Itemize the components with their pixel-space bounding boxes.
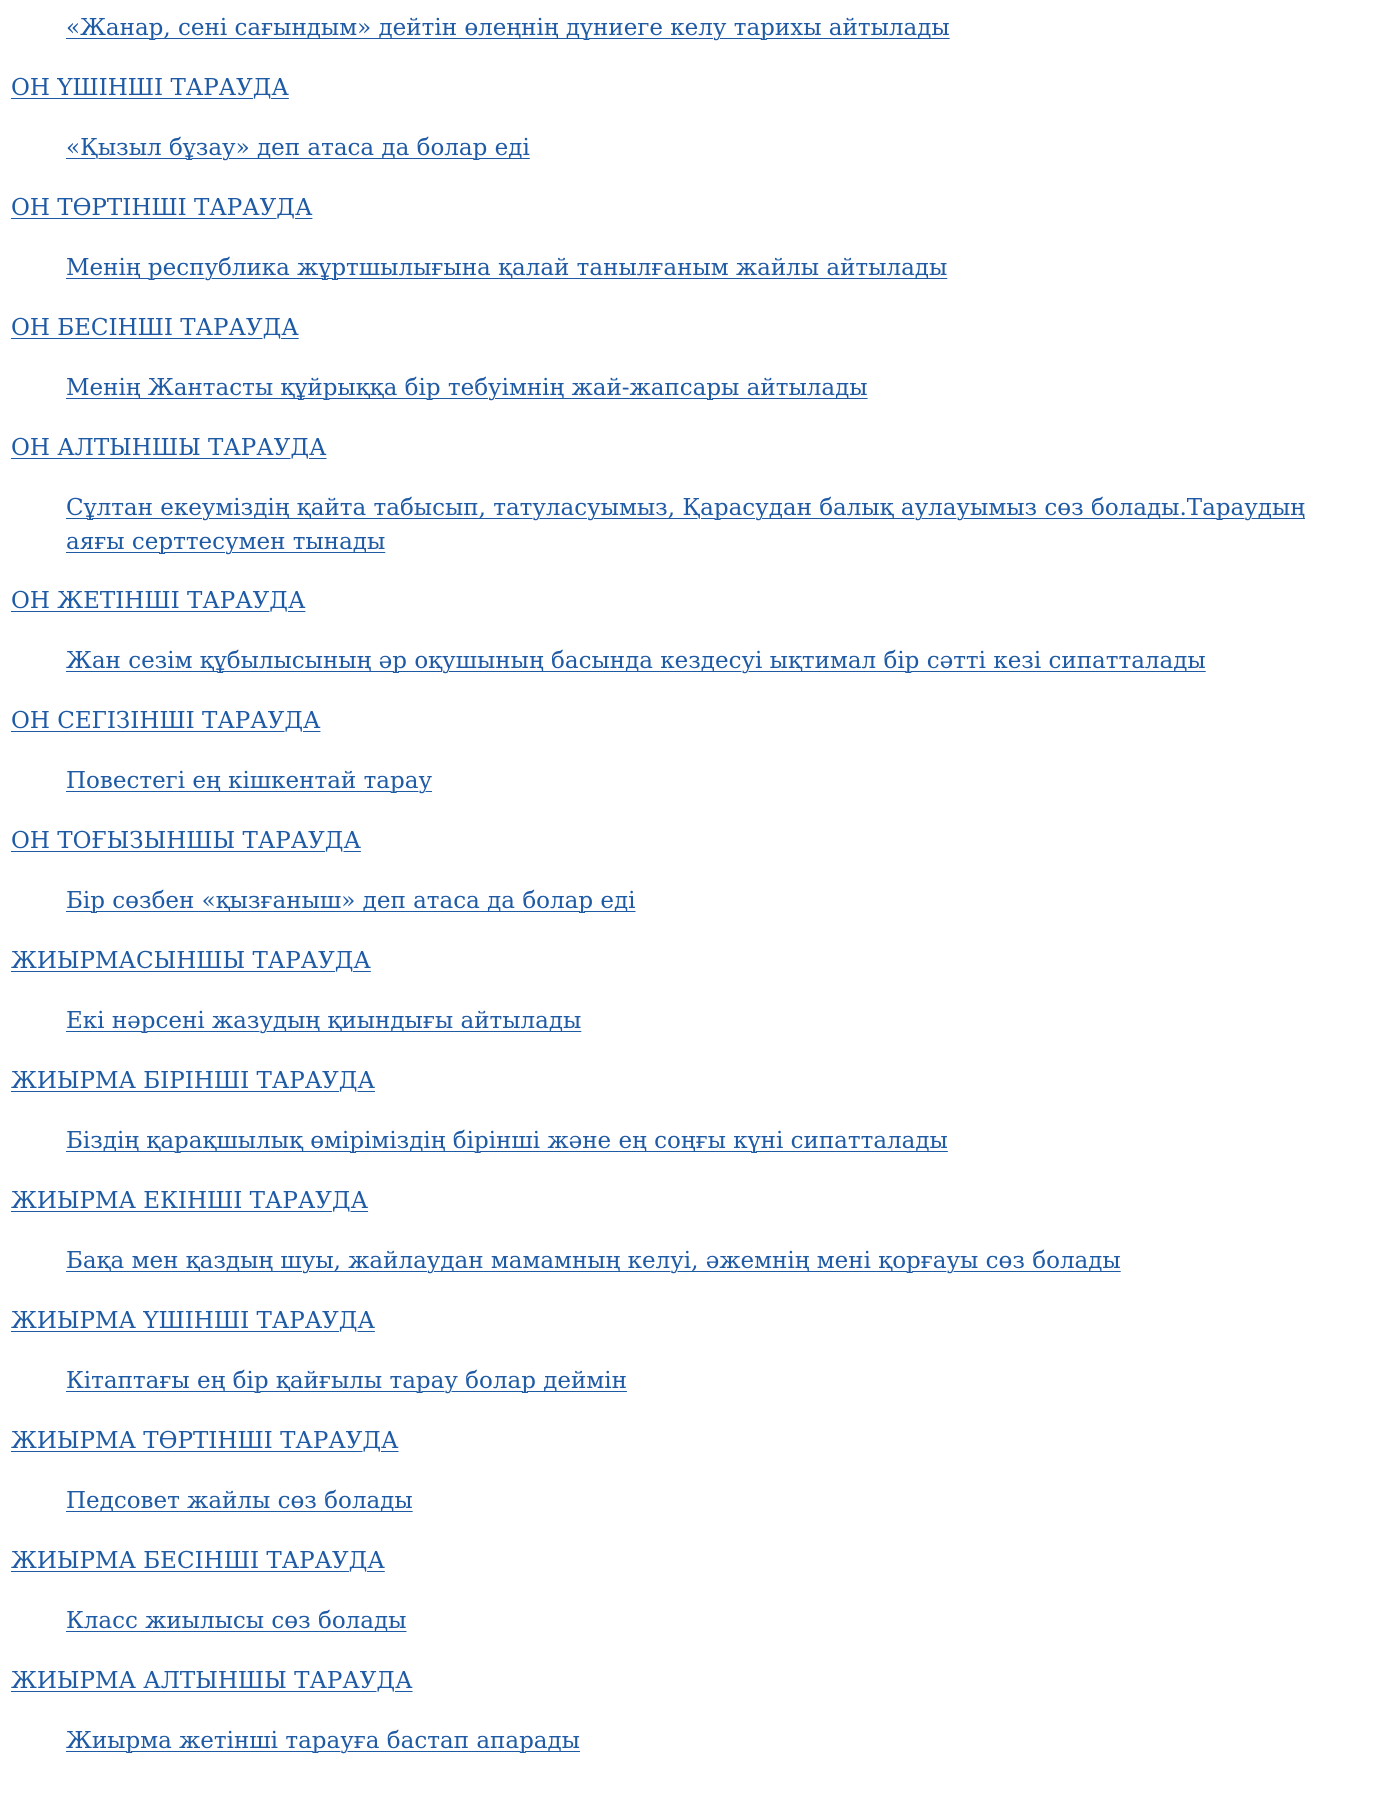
toc-chapter-link[interactable]: ОН БЕСІНШІ ТАРАУДА <box>11 315 299 341</box>
toc-chapter-link[interactable]: ЖИЫРМА АЛТЫНШЫ ТАРАУДА <box>11 1668 413 1694</box>
toc-chapter-link[interactable]: ЖИЫРМА БІРІНШІ ТАРАУДА <box>11 1068 375 1094</box>
toc-summary-link[interactable]: «Жанар, сені сағындым» дейтін өлеңнің дүниеге келу тарихы айтылады <box>66 15 950 41</box>
toc-summary-link[interactable]: Менің Жантасты құйрыққа бір тебуімнің жай-жапсары айтылады <box>66 375 868 401</box>
toc-chapter-link[interactable]: ЖИЫРМА ҮШІНШІ ТАРАУДА <box>11 1308 375 1334</box>
toc-chapter-link[interactable]: ОН ТОҒЫЗЫНШЫ ТАРАУДА <box>11 828 361 854</box>
toc-summary-link[interactable]: Класс жиылысы сөз болады <box>66 1608 407 1634</box>
toc-summary-link[interactable]: Повестегі ең кішкентай тарау <box>66 768 432 794</box>
toc-chapter-link[interactable]: ЖИЫРМА ЕКІНШІ ТАРАУДА <box>11 1188 369 1214</box>
toc-chapter-link[interactable]: ЖИЫРМАСЫНШЫ ТАРАУДА <box>11 948 371 974</box>
toc-summary-link[interactable]: Жиырма жетінші тарауға бастап апарады <box>66 1728 580 1754</box>
toc-chapter-link[interactable]: ЖИЫРМА ТӨРТІНШІ ТАРАУДА <box>11 1428 399 1454</box>
toc-summary-link[interactable]: Педсовет жайлы сөз болады <box>66 1488 413 1514</box>
toc-chapter-link[interactable]: ЖИЫРМА БЕСІНШІ ТАРАУДА <box>11 1548 385 1574</box>
toc-summary-link[interactable]: Менің республика жұртшылығына қалай танылғаным жайлы айтылады <box>66 255 948 281</box>
toc-summary-link[interactable]: Бір сөзбен «қызғаныш» деп атаса да болар еді <box>66 888 636 914</box>
toc-chapter-link[interactable]: ОН ТӨРТІНШІ ТАРАУДА <box>11 195 313 221</box>
toc-summary-link[interactable]: Бақа мен қаздың шуы, жайлаудан мамамның келуі, әжемнің мені қорғауы сөз болады <box>66 1248 1121 1274</box>
toc-summary-link[interactable]: Кітаптағы ең бір қайғылы тарау болар деймін <box>66 1368 627 1394</box>
toc-summary-link[interactable]: Біздің қарақшылық өміріміздің бірінші және ең соңғы күні сипатталады <box>66 1128 948 1154</box>
toc-summary-link[interactable]: Жан сезім құбылысының әр оқушының басында кездесуі ықтимал бір сәтті кезі сипатталады <box>66 648 1206 674</box>
toc-summary-link[interactable]: Екі нәрсені жазудың қиындығы айтылады <box>66 1008 582 1034</box>
toc-summary-link[interactable]: «Қызыл бұзау» деп атаса да болар еді <box>66 135 530 161</box>
toc-chapter-link[interactable]: ОН ҮШІНШІ ТАРАУДА <box>11 75 289 101</box>
toc-chapter-link[interactable]: ОН АЛТЫНШЫ ТАРАУДА <box>11 435 327 461</box>
toc-chapter-link[interactable]: ОН ЖЕТІНШІ ТАРАУДА <box>11 588 306 614</box>
toc-summary-link[interactable]: Сұлтан екеуміздің қайта табысып, татуласуымыз, Қарасудан балық аулауымыз сөз болады.Тараудың аяғы серттесумен тынады <box>66 495 1306 555</box>
toc-chapter-link[interactable]: ОН СЕГІЗІНШІ ТАРАУДА <box>11 708 321 734</box>
